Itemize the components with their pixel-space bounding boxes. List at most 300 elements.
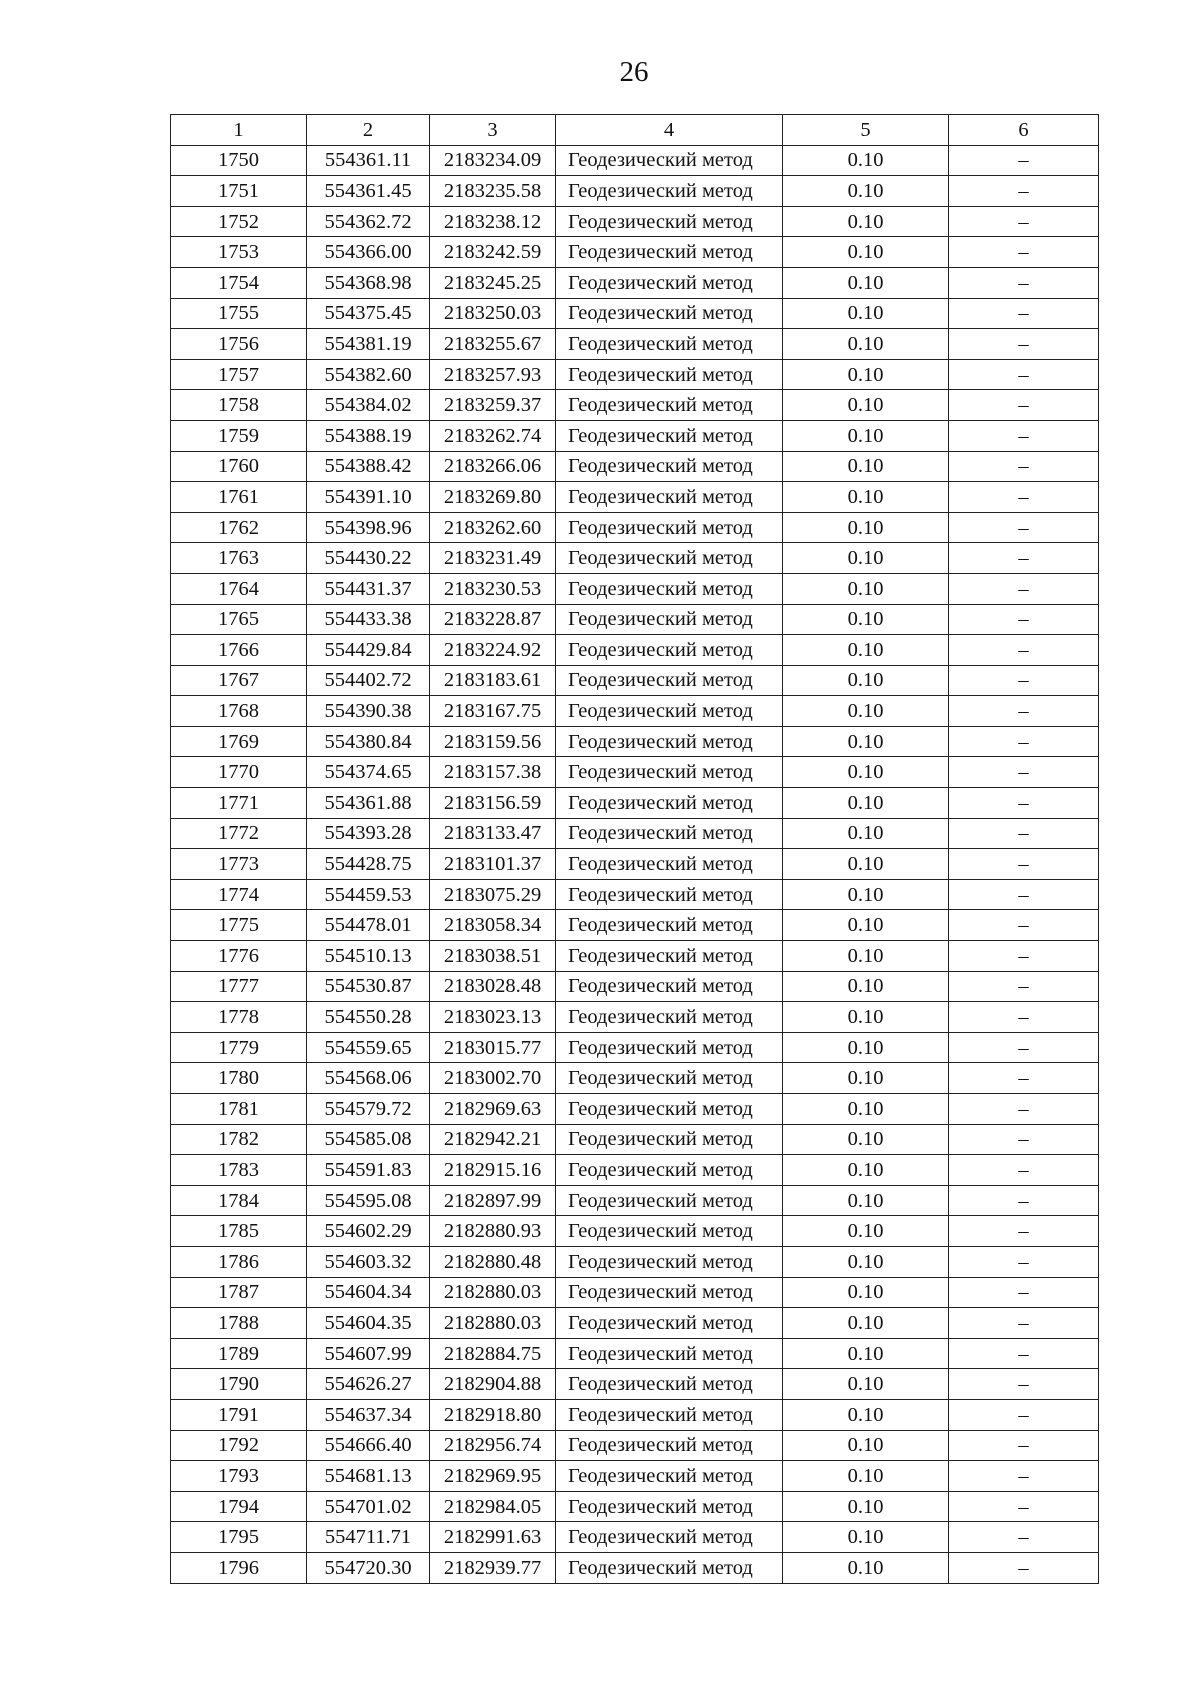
x-coordinate-cell: 554433.38 [307,604,430,635]
x-coordinate-cell: 554390.38 [307,696,430,727]
x-coordinate-cell: 554380.84 [307,726,430,757]
y-coordinate-cell: 2183058.34 [430,910,556,941]
method-cell: Геодезический метод [556,1124,783,1155]
table-row [171,1185,1099,1216]
x-coordinate-cell: 554362.72 [307,206,430,237]
note-cell: – [949,971,1099,1002]
accuracy-cell: 0.10 [783,482,949,513]
y-coordinate-cell: 2182956.74 [430,1430,556,1461]
point-number-cell: 1791 [171,1399,307,1430]
note-cell: – [949,390,1099,421]
note-cell: – [949,1094,1099,1125]
x-coordinate-cell: 554430.22 [307,543,430,574]
point-number-cell: 1778 [171,1002,307,1033]
x-coordinate-cell: 554398.96 [307,512,430,543]
accuracy-cell: 0.10 [783,359,949,390]
note-cell: – [949,1124,1099,1155]
x-coordinate-cell: 554429.84 [307,635,430,666]
page-number: 26 [619,56,649,88]
method-cell: Геодезический метод [556,1461,783,1492]
accuracy-cell: 0.10 [783,543,949,574]
note-cell: – [949,512,1099,543]
accuracy-cell: 0.10 [783,329,949,360]
x-coordinate-cell: 554720.30 [307,1552,430,1583]
table-row [171,1338,1099,1369]
table-row [171,818,1099,849]
x-coordinate-cell: 554711.71 [307,1522,430,1553]
method-cell: Геодезический метод [556,267,783,298]
point-number-cell: 1758 [171,390,307,421]
method-cell: Геодезический метод [556,818,783,849]
note-cell: – [949,818,1099,849]
note-cell: – [949,849,1099,880]
y-coordinate-cell: 2182880.93 [430,1216,556,1247]
y-coordinate-cell: 2182915.16 [430,1155,556,1186]
method-cell: Геодезический метод [556,1338,783,1369]
y-coordinate-cell: 2183238.12 [430,206,556,237]
table-row [171,879,1099,910]
note-cell: – [949,1155,1099,1186]
accuracy-cell: 0.10 [783,971,949,1002]
method-cell: Геодезический метод [556,1277,783,1308]
y-coordinate-cell: 2183245.25 [430,267,556,298]
note-cell: – [949,267,1099,298]
accuracy-cell: 0.10 [783,849,949,880]
accuracy-cell: 0.10 [783,267,949,298]
note-cell: – [949,482,1099,513]
y-coordinate-cell: 2183255.67 [430,329,556,360]
header-row [171,115,1099,146]
y-coordinate-cell: 2183002.70 [430,1063,556,1094]
method-cell: Геодезический метод [556,1399,783,1430]
x-coordinate-cell: 554388.19 [307,420,430,451]
method-cell: Геодезический метод [556,1552,783,1583]
point-number-cell: 1763 [171,543,307,574]
point-number-cell: 1795 [171,1522,307,1553]
point-number-cell: 1784 [171,1185,307,1216]
x-coordinate-cell: 554568.06 [307,1063,430,1094]
method-cell: Геодезический метод [556,757,783,788]
accuracy-cell: 0.10 [783,1094,949,1125]
point-number-cell: 1779 [171,1032,307,1063]
table-row [171,1430,1099,1461]
header-cell-5: 5 [783,115,949,146]
point-number-cell: 1786 [171,1246,307,1277]
method-cell: Геодезический метод [556,237,783,268]
x-coordinate-cell: 554510.13 [307,941,430,972]
table-row [171,1399,1099,1430]
x-coordinate-cell: 554626.27 [307,1369,430,1400]
method-cell: Геодезический метод [556,451,783,482]
y-coordinate-cell: 2183231.49 [430,543,556,574]
header-cell-2: 2 [307,115,430,146]
x-coordinate-cell: 554602.29 [307,1216,430,1247]
x-coordinate-cell: 554579.72 [307,1094,430,1125]
point-number-cell: 1794 [171,1491,307,1522]
accuracy-cell: 0.10 [783,635,949,666]
note-cell: – [949,726,1099,757]
point-number-cell: 1768 [171,696,307,727]
table-row [171,176,1099,207]
point-number-cell: 1756 [171,329,307,360]
note-cell: – [949,420,1099,451]
y-coordinate-cell: 2182991.63 [430,1522,556,1553]
y-coordinate-cell: 2183157.38 [430,757,556,788]
accuracy-cell: 0.10 [783,390,949,421]
table-row [171,267,1099,298]
method-cell: Геодезический метод [556,1522,783,1553]
point-number-cell: 1790 [171,1369,307,1400]
accuracy-cell: 0.10 [783,1308,949,1339]
accuracy-cell: 0.10 [783,1185,949,1216]
accuracy-cell: 0.10 [783,298,949,329]
point-number-cell: 1761 [171,482,307,513]
method-cell: Геодезический метод [556,176,783,207]
x-coordinate-cell: 554559.65 [307,1032,430,1063]
point-number-cell: 1766 [171,635,307,666]
method-cell: Геодезический метод [556,1032,783,1063]
header-cell-4: 4 [556,115,783,146]
table-row [171,604,1099,635]
note-cell: – [949,1216,1099,1247]
note-cell: – [949,665,1099,696]
method-cell: Геодезический метод [556,849,783,880]
note-cell: – [949,359,1099,390]
table-row [171,1522,1099,1553]
y-coordinate-cell: 2182880.48 [430,1246,556,1277]
method-cell: Геодезический метод [556,971,783,1002]
point-number-cell: 1773 [171,849,307,880]
table-row [171,329,1099,360]
accuracy-cell: 0.10 [783,910,949,941]
x-coordinate-cell: 554375.45 [307,298,430,329]
table-row [171,910,1099,941]
method-cell: Геодезический метод [556,543,783,574]
note-cell: – [949,1308,1099,1339]
table-row [171,726,1099,757]
table-row [171,451,1099,482]
note-cell: – [949,1430,1099,1461]
y-coordinate-cell: 2183167.75 [430,696,556,727]
point-number-cell: 1788 [171,1308,307,1339]
y-coordinate-cell: 2183015.77 [430,1032,556,1063]
point-number-cell: 1765 [171,604,307,635]
point-number-cell: 1777 [171,971,307,1002]
y-coordinate-cell: 2183230.53 [430,573,556,604]
accuracy-cell: 0.10 [783,1216,949,1247]
method-cell: Геодезический метод [556,1216,783,1247]
method-cell: Геодезический метод [556,390,783,421]
note-cell: – [949,757,1099,788]
table-row [171,1063,1099,1094]
point-number-cell: 1771 [171,788,307,819]
method-cell: Геодезический метод [556,512,783,543]
point-number-cell: 1776 [171,941,307,972]
x-coordinate-cell: 554607.99 [307,1338,430,1369]
note-cell: – [949,1522,1099,1553]
y-coordinate-cell: 2183038.51 [430,941,556,972]
y-coordinate-cell: 2182942.21 [430,1124,556,1155]
table-row [171,1369,1099,1400]
accuracy-cell: 0.10 [783,1246,949,1277]
point-number-cell: 1753 [171,237,307,268]
table-row [171,971,1099,1002]
x-coordinate-cell: 554384.02 [307,390,430,421]
table-row [171,788,1099,819]
table-row [171,757,1099,788]
y-coordinate-cell: 2182984.05 [430,1491,556,1522]
x-coordinate-cell: 554701.02 [307,1491,430,1522]
method-cell: Геодезический метод [556,910,783,941]
point-number-cell: 1757 [171,359,307,390]
point-number-cell: 1762 [171,512,307,543]
x-coordinate-cell: 554591.83 [307,1155,430,1186]
point-number-cell: 1796 [171,1552,307,1583]
y-coordinate-cell: 2182897.99 [430,1185,556,1216]
header-cell-1: 1 [171,115,307,146]
note-cell: – [949,788,1099,819]
y-coordinate-cell: 2182884.75 [430,1338,556,1369]
note-cell: – [949,879,1099,910]
note-cell: – [949,604,1099,635]
point-number-cell: 1764 [171,573,307,604]
accuracy-cell: 0.10 [783,1430,949,1461]
accuracy-cell: 0.10 [783,757,949,788]
accuracy-cell: 0.10 [783,788,949,819]
method-cell: Геодезический метод [556,298,783,329]
accuracy-cell: 0.10 [783,1369,949,1400]
point-number-cell: 1780 [171,1063,307,1094]
point-number-cell: 1775 [171,910,307,941]
accuracy-cell: 0.10 [783,696,949,727]
x-coordinate-cell: 554391.10 [307,482,430,513]
table-row [171,1277,1099,1308]
method-cell: Геодезический метод [556,1063,783,1094]
table-row [171,1552,1099,1583]
note-cell: – [949,206,1099,237]
x-coordinate-cell: 554402.72 [307,665,430,696]
accuracy-cell: 0.10 [783,726,949,757]
x-coordinate-cell: 554550.28 [307,1002,430,1033]
method-cell: Геодезический метод [556,1185,783,1216]
accuracy-cell: 0.10 [783,1522,949,1553]
y-coordinate-cell: 2182880.03 [430,1277,556,1308]
table-row [171,1155,1099,1186]
accuracy-cell: 0.10 [783,1277,949,1308]
x-coordinate-cell: 554393.28 [307,818,430,849]
note-cell: – [949,1461,1099,1492]
x-coordinate-cell: 554637.34 [307,1399,430,1430]
note-cell: – [949,1032,1099,1063]
y-coordinate-cell: 2183228.87 [430,604,556,635]
y-coordinate-cell: 2183242.59 [430,237,556,268]
point-number-cell: 1751 [171,176,307,207]
table-row [171,1491,1099,1522]
point-number-cell: 1769 [171,726,307,757]
method-cell: Геодезический метод [556,696,783,727]
table-row [171,298,1099,329]
point-number-cell: 1792 [171,1430,307,1461]
point-number-cell: 1759 [171,420,307,451]
point-number-cell: 1770 [171,757,307,788]
method-cell: Геодезический метод [556,635,783,666]
point-number-cell: 1793 [171,1461,307,1492]
note-cell: – [949,696,1099,727]
x-coordinate-cell: 554666.40 [307,1430,430,1461]
method-cell: Геодезический метод [556,604,783,635]
note-cell: – [949,176,1099,207]
x-coordinate-cell: 554361.45 [307,176,430,207]
y-coordinate-cell: 2182918.80 [430,1399,556,1430]
accuracy-cell: 0.10 [783,1155,949,1186]
table-row [171,145,1099,176]
note-cell: – [949,1552,1099,1583]
accuracy-cell: 0.10 [783,512,949,543]
x-coordinate-cell: 554374.65 [307,757,430,788]
note-cell: – [949,1338,1099,1369]
y-coordinate-cell: 2183028.48 [430,971,556,1002]
note-cell: – [949,451,1099,482]
y-coordinate-cell: 2182969.95 [430,1461,556,1492]
x-coordinate-cell: 554431.37 [307,573,430,604]
method-cell: Геодезический метод [556,329,783,360]
header-cell-6: 6 [949,115,1099,146]
x-coordinate-cell: 554530.87 [307,971,430,1002]
note-cell: – [949,1246,1099,1277]
point-number-cell: 1781 [171,1094,307,1125]
x-coordinate-cell: 554366.00 [307,237,430,268]
accuracy-cell: 0.10 [783,1124,949,1155]
point-number-cell: 1754 [171,267,307,298]
x-coordinate-cell: 554681.13 [307,1461,430,1492]
y-coordinate-cell: 2183250.03 [430,298,556,329]
note-cell: – [949,237,1099,268]
point-number-cell: 1782 [171,1124,307,1155]
x-coordinate-cell: 554595.08 [307,1185,430,1216]
method-cell: Геодезический метод [556,1369,783,1400]
point-number-cell: 1783 [171,1155,307,1186]
y-coordinate-cell: 2182880.03 [430,1308,556,1339]
table-row [171,1216,1099,1247]
point-number-cell: 1785 [171,1216,307,1247]
point-number-cell: 1774 [171,879,307,910]
y-coordinate-cell: 2183266.06 [430,451,556,482]
x-coordinate-cell: 554604.35 [307,1308,430,1339]
method-cell: Геодезический метод [556,1308,783,1339]
y-coordinate-cell: 2183159.56 [430,726,556,757]
point-number-cell: 1760 [171,451,307,482]
accuracy-cell: 0.10 [783,1399,949,1430]
y-coordinate-cell: 2183257.93 [430,359,556,390]
accuracy-cell: 0.10 [783,176,949,207]
point-number-cell: 1752 [171,206,307,237]
method-cell: Геодезический метод [556,1430,783,1461]
point-number-cell: 1787 [171,1277,307,1308]
accuracy-cell: 0.10 [783,1002,949,1033]
x-coordinate-cell: 554388.42 [307,451,430,482]
method-cell: Геодезический метод [556,206,783,237]
method-cell: Геодезический метод [556,941,783,972]
table-row [171,696,1099,727]
note-cell: – [949,573,1099,604]
table-row [171,1032,1099,1063]
y-coordinate-cell: 2183183.61 [430,665,556,696]
table-row [171,237,1099,268]
x-coordinate-cell: 554428.75 [307,849,430,880]
table-row [171,665,1099,696]
accuracy-cell: 0.10 [783,1032,949,1063]
note-cell: – [949,1002,1099,1033]
method-cell: Геодезический метод [556,482,783,513]
y-coordinate-cell: 2183101.37 [430,849,556,880]
y-coordinate-cell: 2183156.59 [430,788,556,819]
method-cell: Геодезический метод [556,1002,783,1033]
x-coordinate-cell: 554459.53 [307,879,430,910]
y-coordinate-cell: 2182969.63 [430,1094,556,1125]
accuracy-cell: 0.10 [783,237,949,268]
method-cell: Геодезический метод [556,788,783,819]
method-cell: Геодезический метод [556,1094,783,1125]
y-coordinate-cell: 2183269.80 [430,482,556,513]
table-row [171,573,1099,604]
x-coordinate-cell: 554381.19 [307,329,430,360]
table-row [171,1461,1099,1492]
note-cell: – [949,329,1099,360]
table-row [171,359,1099,390]
accuracy-cell: 0.10 [783,1552,949,1583]
accuracy-cell: 0.10 [783,206,949,237]
note-cell: – [949,1277,1099,1308]
note-cell: – [949,941,1099,972]
y-coordinate-cell: 2183133.47 [430,818,556,849]
method-cell: Геодезический метод [556,420,783,451]
table-row [171,941,1099,972]
method-cell: Геодезический метод [556,1155,783,1186]
table-row [171,390,1099,421]
accuracy-cell: 0.10 [783,665,949,696]
x-coordinate-cell: 554361.11 [307,145,430,176]
accuracy-cell: 0.10 [783,1461,949,1492]
x-coordinate-cell: 554382.60 [307,359,430,390]
method-cell: Геодезический метод [556,573,783,604]
note-cell: – [949,910,1099,941]
y-coordinate-cell: 2183075.29 [430,879,556,910]
accuracy-cell: 0.10 [783,451,949,482]
accuracy-cell: 0.10 [783,941,949,972]
accuracy-cell: 0.10 [783,604,949,635]
x-coordinate-cell: 554368.98 [307,267,430,298]
x-coordinate-cell: 554603.32 [307,1246,430,1277]
note-cell: – [949,298,1099,329]
table-body [171,145,1099,1583]
note-cell: – [949,1369,1099,1400]
table-row [171,420,1099,451]
accuracy-cell: 0.10 [783,1491,949,1522]
y-coordinate-cell: 2183234.09 [430,145,556,176]
table-row [171,1002,1099,1033]
accuracy-cell: 0.10 [783,818,949,849]
x-coordinate-cell: 554478.01 [307,910,430,941]
table-row [171,849,1099,880]
y-coordinate-cell: 2183023.13 [430,1002,556,1033]
accuracy-cell: 0.10 [783,1338,949,1369]
method-cell: Геодезический метод [556,726,783,757]
table-header [171,115,1099,146]
header-cell-3: 3 [430,115,556,146]
table-row [171,1308,1099,1339]
y-coordinate-cell: 2182939.77 [430,1552,556,1583]
method-cell: Геодезический метод [556,879,783,910]
